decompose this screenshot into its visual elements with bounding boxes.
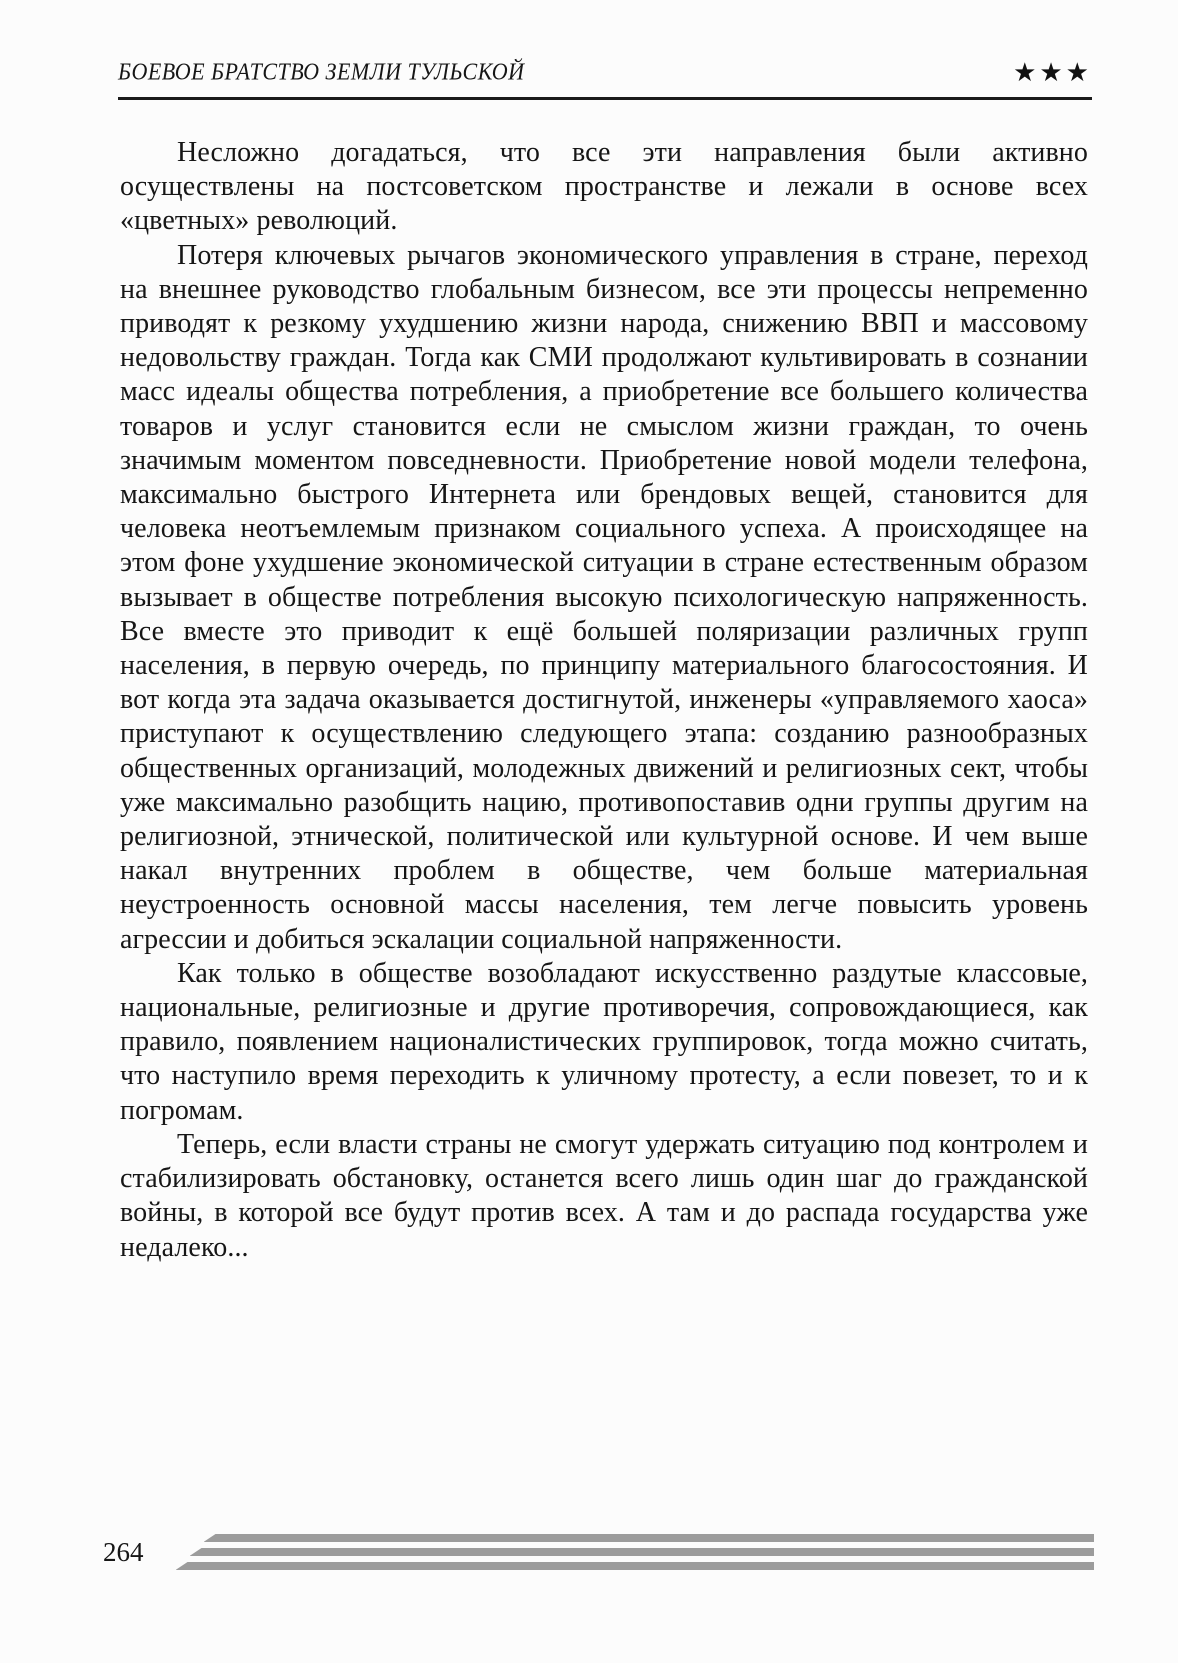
paragraph-1: Несложно догадаться, что все эти направления были активно осуществлены на постсоветском пространстве и лежали в основе всех «цветных» революций. xyxy=(120,137,1088,237)
footer-stripe-top xyxy=(204,1534,1095,1542)
footer-stripe-middle xyxy=(190,1548,1095,1556)
stars-ornament-icon: ★★★ xyxy=(1013,58,1092,87)
page-number: 264 xyxy=(103,1536,144,1567)
running-title: БОЕВОЕ БРАТСТВО ЗЕМЛИ ТУЛЬСКОЙ xyxy=(118,57,525,85)
paragraph-2: Потеря ключевых рычагов экономического управления в стране, переход на внешнее руководство глобальным бизнесом, все эти процессы непременно приводят к резкому ухудшению жизни народа, снижению ВВП и массовому недовольству граждан. Тогда как СМИ продолжают культивировать в сознании масс идеалы общества потребления, а приобретение все большего количества товаров и услуг становится если не смыслом жизни граждан, то очень значимым моментом повседневности. Приобретение новой модели телефона, максимально быстрого Интернета или брендовых вещей, становится для человека неотъемлемым признаком социального успеха. А происходящее на этом фоне ухудшение экономической ситуации в стране естественным образом вызывает в обществе потребления высокую психологическую напряженность. Все вместе это приводит к ещё большей поляризации различных групп населения, в первую очередь, по принципу материального благосостояния. И вот когда эта задача оказывается достигнутой, инженеры «управляемого хаоса» приступают к осуществлению следующего этапа: созданию разнообразных общественных организаций, молодежных движений и религиозных сект, чтобы уже максимально разобщить нацию, противопоставив одни группы другим на религиозной, этнической, политической или культурной основе. И чем выше накал внутренних проблем в обществе, чем больше материальная неустроенность основной массы населения, тем легче повысить уровень агрессии и добиться эскалации социальной напряженности. xyxy=(120,239,1088,955)
page-footer xyxy=(103,1534,1094,1570)
page-header xyxy=(118,57,1092,100)
paragraph-4: Теперь, если власти страны не смогут удержать ситуацию под контролем и стабилизировать обстановку, останется всего лишь один шаг до гражданской войны, в которой все будут против всех. А там и до распада государства уже недалеко... xyxy=(120,1128,1088,1263)
footer-stripes-ornament xyxy=(176,1534,1095,1570)
paragraph-3: Как только в обществе возобладают искусственно раздутые классовые, национальные, религиозные и другие противоречия, сопровождающиеся, как правило, появлением националистических группировок, тогда можно считать, что наступило время переходить к уличному протесту, а если повезет, то и к погромам. xyxy=(120,957,1088,1126)
page-body xyxy=(120,136,1088,1265)
footer-stripe-bottom xyxy=(176,1562,1095,1570)
